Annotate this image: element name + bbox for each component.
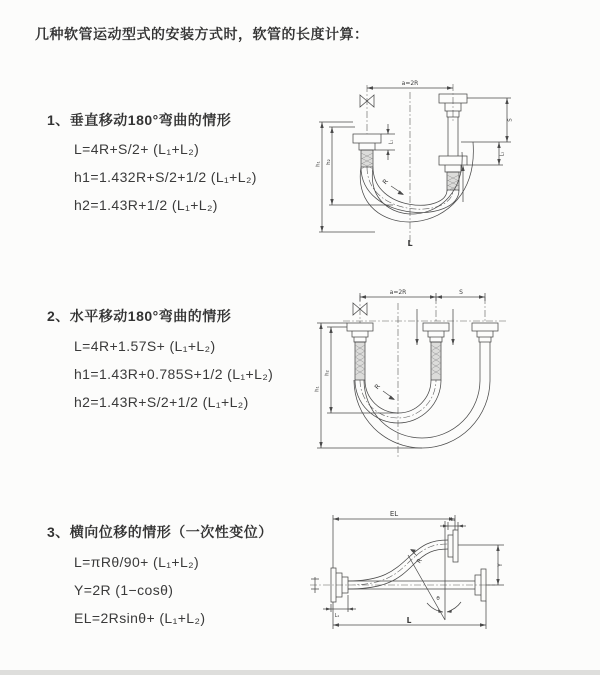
radius-label: R — [380, 177, 390, 187]
section-3-formula-EL: EL=2Rsinθ+ (L₁+L₂) — [74, 610, 206, 626]
section-1-formula-h1: h1=1.432R+S/2+1/2 (L₁+L₂) — [74, 169, 257, 185]
valve-icon — [360, 95, 374, 107]
angle-label: θ — [436, 596, 440, 602]
dim-label-l1: L₁ — [389, 139, 395, 145]
page-title: 几种软管运动型式的安装方式时，软管的长度计算： — [35, 26, 369, 42]
length-label: L — [407, 239, 413, 248]
dim-label-y: Y — [497, 563, 504, 567]
dim-label-a2r: a=2R — [401, 80, 419, 87]
pipe-fittings — [347, 323, 498, 380]
section-2-formula-h1: h1=1.43R+0.785S+1/2 (L₁+L₂) — [74, 366, 274, 382]
section-3-heading: 3、横向位移的情形（一次性变位） — [47, 524, 273, 540]
dim-label-h1: h₁ — [315, 161, 322, 167]
dim-label-l1: L₁ — [334, 614, 340, 619]
radius-label: R — [415, 557, 424, 565]
dimension-lines — [314, 293, 485, 448]
dim-label-h1: h₁ — [314, 386, 321, 392]
diagram-vertical-180-bend — [315, 72, 565, 252]
flanges-and-pipe — [331, 530, 486, 602]
dim-label-el: EL — [389, 510, 399, 518]
dimension-lines — [323, 515, 504, 629]
diagram-lateral-displacement — [300, 505, 582, 645]
section-1-heading: 1、垂直移动180°弯曲的情形 — [47, 112, 232, 128]
dim-label-h2: h₂ — [326, 159, 332, 165]
diagram-horizontal-180-bend — [313, 285, 590, 463]
dim-label-s: S — [507, 118, 514, 122]
dim-label-s: S — [459, 289, 463, 296]
section-3-formula-Y: Y=2R (1−cosθ) — [74, 582, 174, 598]
section-2-heading: 2、水平移动180°弯曲的情形 — [47, 308, 232, 324]
dim-label-l2: L₂ — [450, 518, 456, 523]
dimension-lines — [319, 86, 511, 232]
section-3-formula-L: L=πRθ/90+ (L₁+L₂) — [74, 554, 200, 570]
centerlines — [367, 84, 453, 248]
centerlines — [343, 295, 508, 457]
section-2-formula-L: L=4R+1.57S+ (L₁+L₂) — [74, 338, 216, 354]
radius-label: R — [372, 382, 382, 392]
centerlines — [310, 544, 495, 585]
hose-s-curve — [348, 540, 448, 589]
section-2-formula-h2: h2=1.43R+S/2+1/2 (L₁+L₂) — [74, 394, 249, 410]
dim-label-l2: L₂ — [500, 151, 506, 157]
section-1-formula-h2: h2=1.43R+1/2 (L₁+L₂) — [74, 197, 218, 213]
hose-bend-curves — [354, 380, 490, 448]
dim-label-a2r: a=2R — [389, 289, 407, 296]
section-1-formula-L: L=4R+S/2+ (L₁+L₂) — [74, 141, 200, 157]
dim-label-h2: h₂ — [324, 370, 331, 376]
dim-label-l: L — [406, 616, 412, 625]
page-bottom-edge — [0, 670, 600, 675]
